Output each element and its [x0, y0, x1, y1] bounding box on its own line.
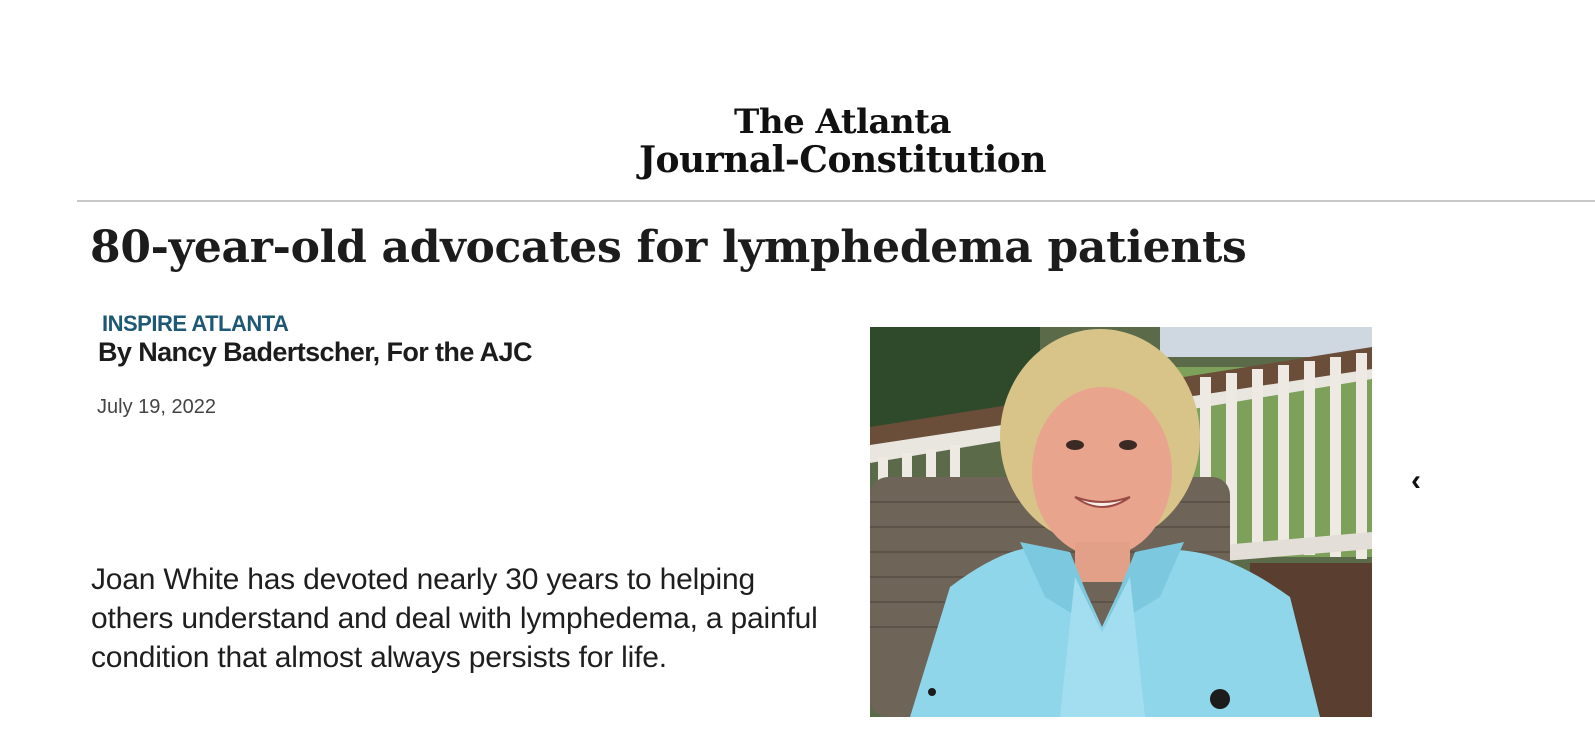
section-label[interactable]: INSPIRE ATLANTA	[102, 311, 289, 336]
publish-date: July 19, 2022	[97, 396, 216, 418]
chevron-left-icon: ‹	[1411, 464, 1421, 497]
masthead-title-line2: Journal-Constitution	[638, 139, 1046, 181]
header-divider	[77, 200, 1595, 202]
article-headline: 80-year-old advocates for lymphedema patients	[90, 222, 1247, 273]
article-lede: Joan White has devoted nearly 30 years to helping others understand and deal with lymphedema, a painful condition that almost always persists for life.	[91, 563, 818, 674]
carousel-prev-button[interactable]	[1402, 464, 1430, 498]
masthead[interactable]	[0, 104, 1595, 180]
photo-illustration	[870, 327, 1372, 717]
byline: By Nancy Badertscher, For the AJC	[98, 337, 532, 367]
article-photo[interactable]	[870, 327, 1372, 717]
masthead-title-line1: The Atlanta	[734, 102, 951, 142]
